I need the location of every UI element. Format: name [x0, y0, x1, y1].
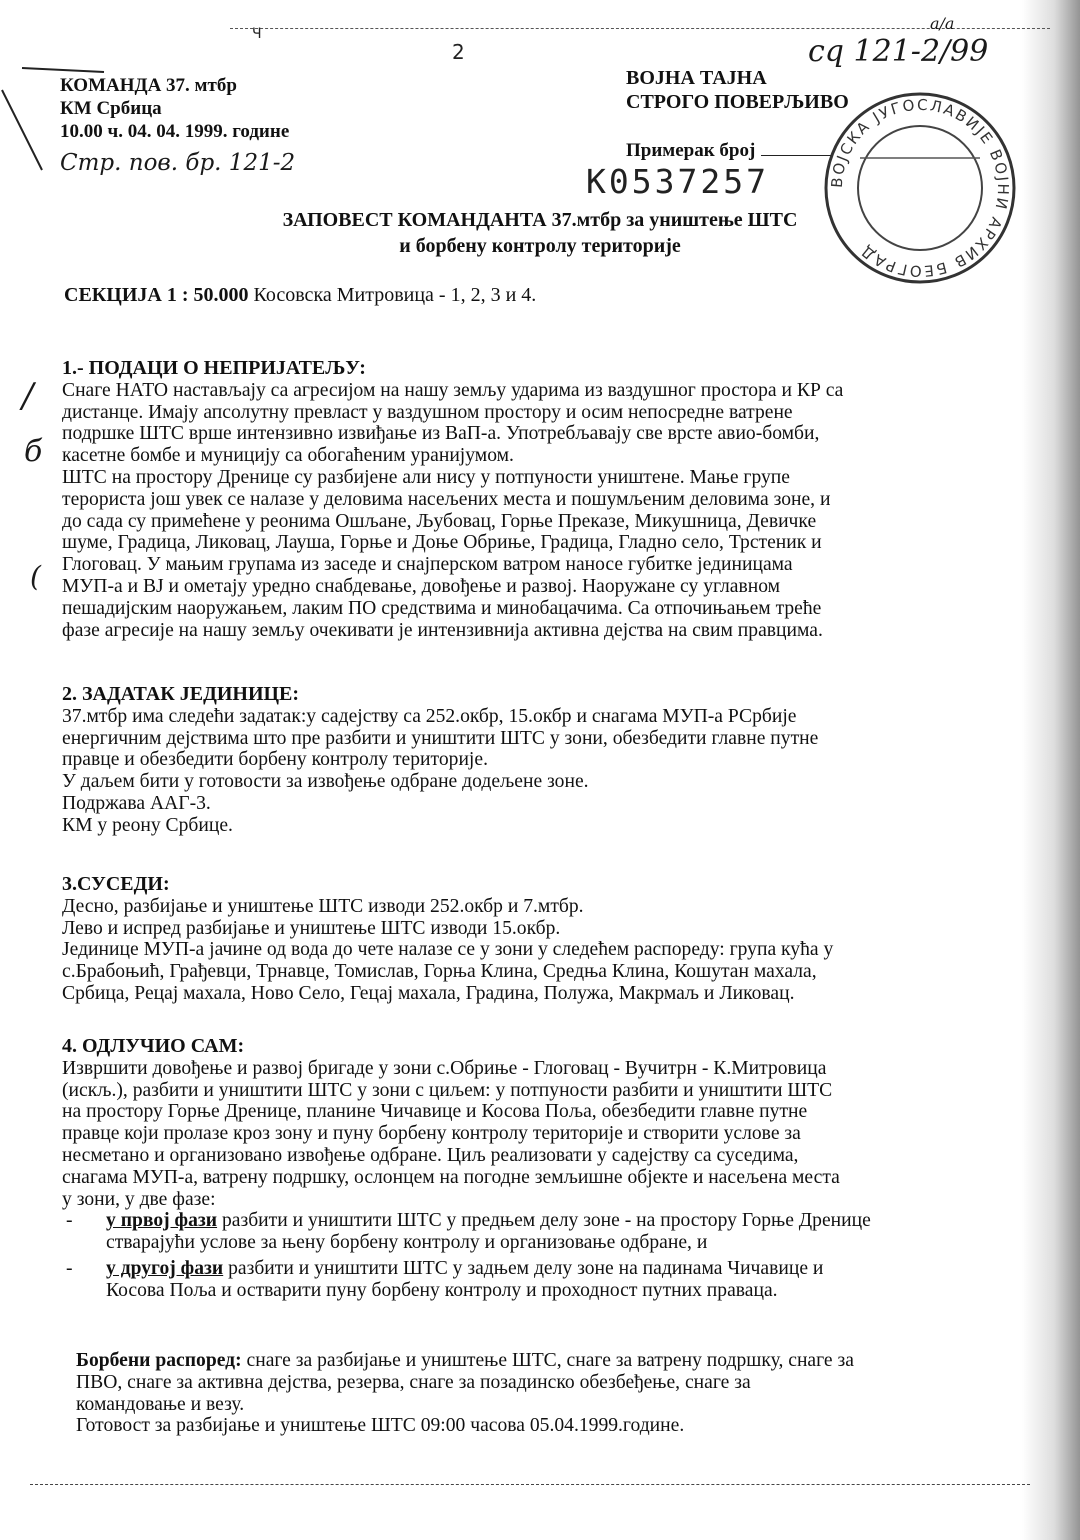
paragraph-line: Лево и испред разбијање и уништење ШТС изводи 15.окбр.: [62, 917, 561, 939]
scan-bottom-edge: [30, 1484, 1030, 1485]
paragraph-line: касетне бомбе и муницију са обогаћеним уранијумом.: [62, 445, 514, 467]
paragraph-line: Снаге НАТО настављају са агресијом на нашу земљу ударима из ваздушног простора и КР са: [62, 379, 844, 401]
paragraph-line: МУП-а и ВЈ и ометају уредно снабдевање, довођење и развој. Наоружане су углавном: [62, 575, 781, 597]
paragraph-line: с.Брабоњић, Грађевци, Трнавце, Томислав, Горња Клина, Средња Клина, Кошутан махала,: [62, 961, 817, 983]
section-heading: 1.- ПОДАЦИ О НЕПРИЈАТЕЉУ:: [62, 357, 366, 379]
phase-label: у првој фази: [106, 1210, 218, 1232]
paragraph-line: дистанце. Имају апсолутну превласт у ваздушном простору и осим непосредне ватрене: [62, 401, 793, 423]
paragraph-line: шуме, Градица, Ликовац, Лауша, Горње и Доње Обриње, Градица, Гладно село, Трстеник и: [62, 532, 822, 554]
classification-military-secret: ВОЈНА ТАЈНА: [626, 67, 767, 89]
section-heading: 4. ОДЛУЧИО САМ:: [62, 1035, 245, 1057]
paragraph-line: фазе агресије на нашу земљу очекивати је интензивнија активна дејства на свим правцима.: [62, 619, 823, 641]
serial-number: K0537257: [586, 162, 769, 201]
map-section-value: Косовска Митровица - 1, 2, 3 и 4.: [248, 284, 537, 306]
combat-deployment-label: Борбени распоред:: [76, 1350, 242, 1371]
document-title-line2: и борбену контролу територије: [399, 235, 681, 257]
combat-deployment-text: снаге за разбијање и уништење ШТС, снаге за ватрену подршку, снаге за: [241, 1350, 854, 1371]
phase-text: Косова Поља и остварити пуну борбену контролу и проходност путних праваца.: [106, 1279, 778, 1301]
section-decision: [62, 1036, 871, 1302]
paragraph-line: правце и обезбедити борбену контролу територије.: [62, 749, 488, 771]
paragraph-line: Десно, разбијање и уништење ШТС изводи 252.окбр и 7.мтбр.: [62, 895, 584, 917]
document-title-line1: ЗАПОВЕСТ КОМАНДАНТА 37.мтбр за уништење ШТС: [282, 209, 798, 231]
section-enemy-data: [62, 358, 843, 641]
paragraph-line: енергичним дејствима што пре разбити и уништити ШТС у зони, обезбедити главне путне: [62, 727, 819, 749]
paragraph-line: терориста још увек се налазе у деловима насељених места и пошумљеним деловима зоне, и: [62, 488, 831, 510]
command-location: КМ Србица: [60, 98, 162, 119]
map-section-label: СЕКЦИЈА 1 : 50.000: [64, 284, 249, 306]
paragraph-line: командовање и везу.: [76, 1393, 245, 1415]
section-heading: 3.СУСЕДИ:: [62, 873, 170, 895]
corner-handwritten-ref: cq 121-2/99: [808, 34, 989, 69]
bullet-dash: -: [66, 1257, 73, 1279]
paragraph-line: (искљ.), разбити и уништити ШТС у зони с циљем: у потпуности разбити и уништити ШТС: [62, 1079, 833, 1101]
phase-text: стварајући услове за њену борбену контролу и организовање одбране, и: [106, 1232, 708, 1254]
page-number-mark: 2: [452, 40, 465, 64]
margin-mark-1: /: [22, 376, 34, 416]
phase-item: [62, 1258, 871, 1280]
margin-mark-2: б: [24, 434, 43, 469]
paragraph-line: Извршити довођење и развој бригаде у зони с.Обриње - Глоговац - Вучитрн - К.Митровица: [62, 1057, 827, 1079]
paragraph-line: Глоговац. У мањим групама из заседе и снајперском ватром наносе губитке јединицама: [62, 554, 793, 576]
command-name: КОМАНДА 37. мтбр: [60, 75, 237, 96]
section-neighbours: [62, 874, 833, 1005]
paragraph-line: У даљем бити у готовости за извођење одбране додељене зоне.: [62, 771, 589, 793]
classification-strictly-confidential: СТРОГО ПОВЕРЉИВО: [626, 91, 849, 113]
paragraph-line: Јединице МУП-а јачине од вода до чете налазе се у зони у следећем распореду: група кућа у: [62, 939, 834, 961]
phase-label: у другој фази: [106, 1257, 224, 1279]
paragraph-line: у зони, у две фазе:: [62, 1188, 216, 1210]
phase-item-continuation: [62, 1280, 871, 1302]
paragraph-line: подршке ШТС врше интензивно извиђање из ВаП-а. Употребљавају све врсте авио-бомби,: [62, 423, 820, 445]
paragraph-line: пешадијским наоружањем, лаким ПО средствима и минобацачима. Са отпочињањем треће: [62, 597, 822, 619]
header-right: [626, 66, 849, 114]
handwritten-reference: Стр. пов. бр. 121-2: [60, 150, 296, 176]
map-section: [64, 284, 536, 307]
section-heading: 2. ЗАДАТАК ЈЕДИНИЦЕ:: [62, 683, 300, 705]
paragraph-line: правце који пролазе кроз зону и пуну борбену контролу територије и створити услове за: [62, 1123, 801, 1145]
paragraph-line: 37.мтбр има следећи задатак:у садејству са 252.окбр, 15.окбр и снагама МУП-а РСрбије: [62, 705, 797, 727]
paragraph-line: Подржава ААГ-3.: [62, 792, 211, 814]
phase-text: разбити и уништити ШТС у задњем делу зоне на падинама Чичавице и: [223, 1257, 824, 1279]
header-left: [60, 74, 289, 143]
paragraph-line: снагама МУП-а, ватрену подршку, ослонцем на погодне земљишне објекте и насељена места: [62, 1166, 840, 1188]
copy-number: [626, 140, 831, 162]
corner-note-small: a/a: [930, 14, 955, 33]
copy-number-label: Примерак број: [626, 140, 756, 161]
section-unit-task: [62, 684, 818, 837]
paragraph-line: несметано и организовано извођење одбране. Циљ реализовати у садејству са суседима,: [62, 1144, 799, 1166]
section-combat-deployment: [76, 1350, 854, 1437]
bullet-dash: -: [66, 1210, 73, 1232]
paragraph-line: до сада су примећене у реонима Ошљане, Љубовац, Горње Преказе, Микушница, Девичке: [62, 510, 817, 532]
paragraph-line: ПВО, снаге за активна дејства, резерва, снаге за позадинско обезбеђење, снаге за: [76, 1371, 751, 1393]
top-scribble: Ч: [252, 26, 262, 42]
svg-text:ВОЈСКА ЈУГОСЛАВИЈЕ ВОЈНИ АРХИВ: ВОЈСКА ЈУГОСЛАВИЈЕ ВОЈНИ АРХИВ БЕОГРАД: [827, 95, 1013, 281]
scan-top-edge: [230, 28, 1050, 29]
phase-text: разбити и уништити ШТС у предњем делу зоне - на простору Горње Дренице: [217, 1210, 871, 1232]
paragraph-line: КМ у реону Србице.: [62, 814, 233, 836]
paragraph-line: ШТС на простору Дренице су разбијене али нису у потпуности уништене. Мање групе: [62, 466, 790, 488]
paragraph-line: Готовост за разбијање и уништење ШТС 09:00 часова 05.04.1999.године.: [76, 1415, 685, 1437]
paragraph-line: на простору Горње Дренице, планине Чичавице и Косова Поља, обезбедити главне путне: [62, 1101, 808, 1123]
paragraph-line: [76, 1350, 854, 1372]
order-datetime: 10.00 ч. 04. 04. 1999. године: [60, 121, 290, 142]
margin-mark-3: (: [30, 560, 41, 593]
phase-item-continuation: [62, 1232, 871, 1254]
paragraph-line: Србица, Рецај махала, Ново Село, Гецај махала, Градина, Полужа, Макрмаљ и Ликовац.: [62, 982, 795, 1004]
phase-item: [62, 1210, 871, 1232]
